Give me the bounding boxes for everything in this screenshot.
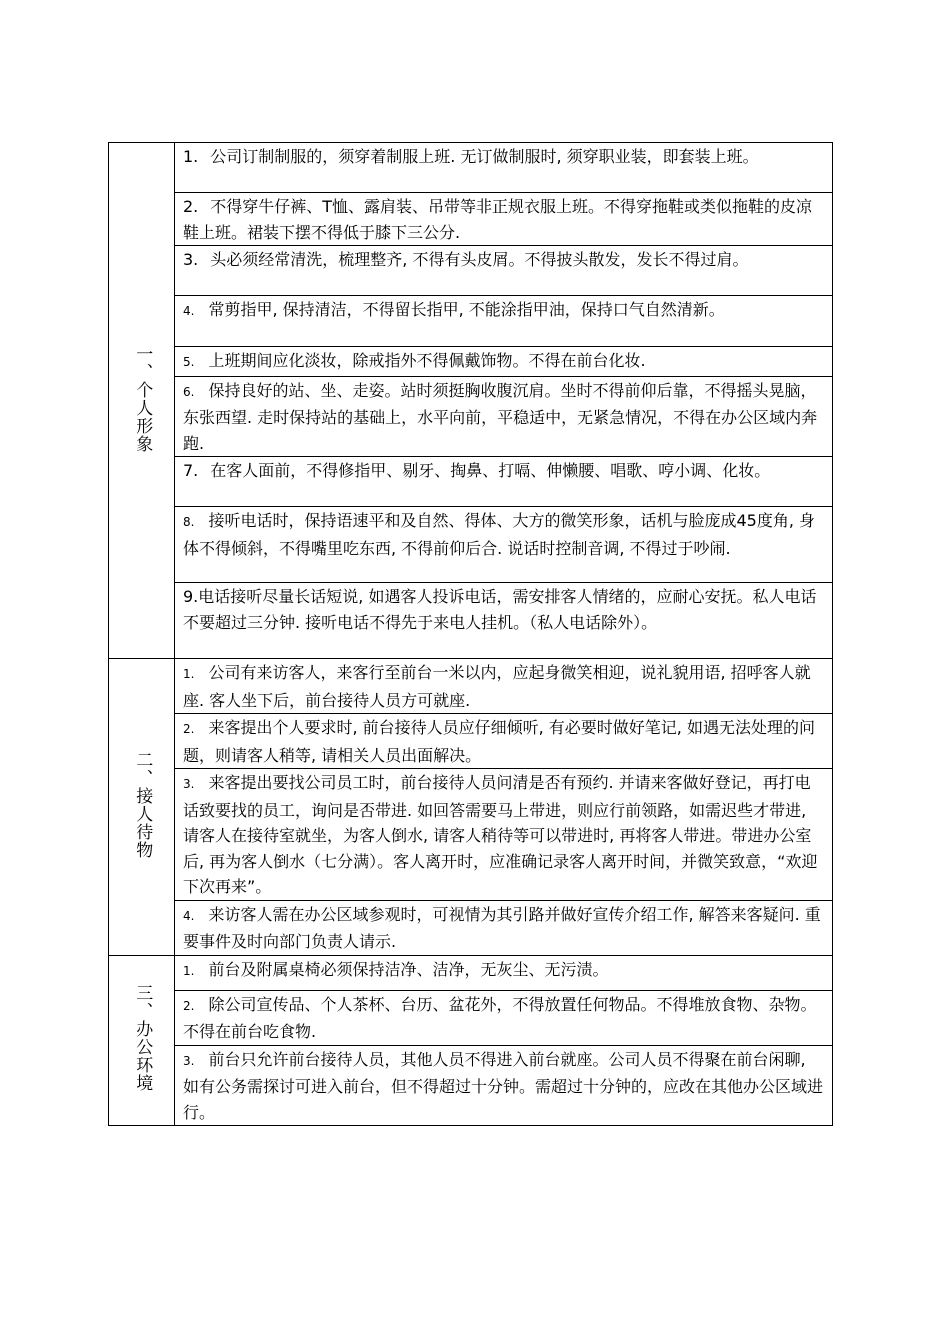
item-number: 5.: [183, 355, 195, 369]
rule-item: [175, 193, 833, 246]
rule-item: [175, 659, 833, 714]
item-number: 3.: [183, 777, 195, 791]
rule-item: [175, 1045, 833, 1126]
item-text: 不得穿牛仔裤、T恤、露肩装、吊带等非正规衣服上班。不得穿拖鞋或类似拖鞋的皮凉鞋上班。裙装下摆不得低于膝下三公分.: [183, 197, 813, 242]
rule-item: [175, 296, 833, 347]
item-text: 前台只允许前台接待人员，其他人员不得进入前台就座。公司人员不得聚在前台闲聊, 如有公务需探讨可进入前台，但不得超过十分钟。需超过十分钟的，应改在其他办公区域进行。: [183, 1049, 824, 1122]
rule-item: [175, 246, 833, 296]
rule-item: [175, 955, 833, 990]
item-number: 2.: [183, 722, 195, 736]
item-text: 头必须经常清洗，梳理整齐, 不得有头皮屑。不得披头散发，发长不得过肩。: [210, 250, 749, 269]
item-text: 接听电话时，保持语速平和及自然、得体、大方的微笑形象，话机与脸庞成45度角, 身体不得倾斜，不得嘴里吃东西, 不得前仰后合. 说话时控制音调, 不得过于吵闹.: [183, 511, 815, 558]
item-text: 公司有来访客人，来客行至前台一米以内，应起身微笑相迎，说礼貌用语, 招呼客人就座. 客人坐下后，前台接待人员方可就座.: [183, 663, 811, 710]
item-number: 2.: [183, 197, 199, 216]
category-label: 二、接人待物: [132, 750, 153, 859]
item-text: 电话接听尽量长话短说, 如遇客人投诉电话，需安排客人情绪的，应耐心安抚。私人电话不要超过三分钟. 接听电话不得先于来电人挂机。（私人电话除外）。: [183, 587, 817, 632]
item-number: 6.: [183, 384, 195, 399]
rule-item: [175, 347, 833, 377]
item-number: 1.: [183, 963, 195, 978]
category-office-environment: [109, 955, 175, 1126]
item-number: 4.: [183, 304, 195, 318]
item-text: 来客提出要找公司员工时，前台接待人员问清是否有预约. 并请来客做好登记，再打电话致要找的员工，询问是否带进. 如回答需要马上带进，则应行前领路，如需迟些才带进, 请客人在接待室就坐，为客人倒水, 请客人稍待等可以带进时, 再将客人带进。带进办公室后, 再为客人倒水（七分满）。客人离开时，应准确记录客人离开时间，并微笑致意，“欢迎下次再来”。: [183, 773, 818, 896]
rule-item: [175, 769, 833, 901]
item-text: 公司订制制服的，须穿着制服上班. 无订做制服时, 须穿职业装，即套装上班。: [210, 147, 759, 166]
item-number: 2.: [183, 998, 195, 1013]
item-number: 3.: [183, 1053, 195, 1068]
item-text: 前台及附属桌椅必须保持洁净、洁净，无灰尘、无污渍。: [208, 959, 609, 979]
rule-item: [175, 714, 833, 769]
rule-item: [175, 990, 833, 1045]
item-text: 保持良好的站、坐、走姿。站时须挺胸收腹沉肩。坐时不得前仰后靠，不得摇头晃脑，东张西望. 走时保持站的基础上，水平向前，平稳适中，无紧急情况，不得在办公区域内奔跑.: [183, 380, 818, 453]
category-personal-image: [109, 143, 175, 659]
category-label: 三、办公环境: [132, 984, 153, 1093]
rules-table: [108, 142, 833, 1126]
item-number: 3.: [183, 250, 199, 269]
item-number: 8.: [183, 515, 195, 529]
item-number: 1.: [183, 667, 195, 681]
rule-item: [175, 457, 833, 507]
category-label: 一、个人形象: [132, 344, 153, 453]
rule-item: [175, 583, 833, 659]
item-text: 上班期间应化淡妆，除戒指外不得佩戴饰物。不得在前台化妆.: [208, 351, 646, 370]
rule-item: [175, 143, 833, 193]
item-number: 4.: [183, 908, 195, 923]
item-text: 常剪指甲, 保持清洁，不得留长指甲, 不能涂指甲油，保持口气自然清新。: [208, 300, 725, 319]
item-number: 7.: [183, 461, 199, 480]
item-text: 除公司宣传品、个人茶杯、台历、盆花外，不得放置任何物品。不得堆放食物、杂物。不得在前台吃食物.: [183, 994, 817, 1041]
item-number: 9.: [183, 587, 199, 606]
item-text: 来客提出个人要求时, 前台接待人员应仔细倾听, 有必要时做好笔记, 如遇无法处理的问题，则请客人稍等, 请相关人员出面解决。: [183, 718, 815, 765]
rule-item: [175, 376, 833, 457]
rule-item: [175, 900, 833, 955]
rule-item: [175, 507, 833, 583]
item-number: 1.: [183, 147, 199, 166]
category-reception: [109, 659, 175, 956]
item-text: 在客人面前，不得修指甲、剔牙、掏鼻、打嗝、伸懒腰、唱歌、哼小调、化妆。: [210, 461, 771, 480]
item-text: 来访客人需在办公区域参观时，可视情为其引路并做好宣传介绍工作, 解答来客疑问. 重要事件及时向部门负责人请示.: [183, 904, 821, 951]
